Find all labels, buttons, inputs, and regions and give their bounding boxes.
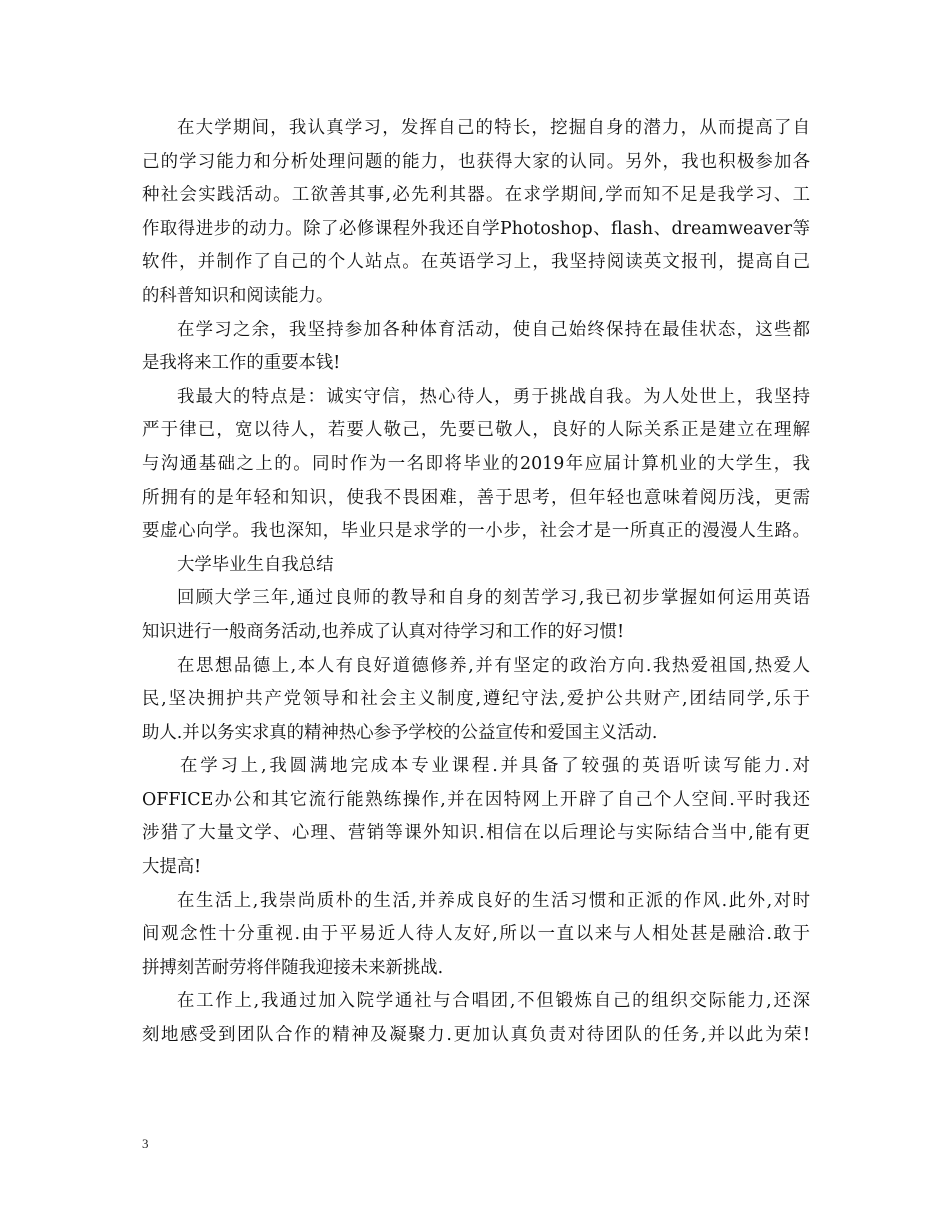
text-line: 在思想品德上,本人有良好道德修养,并有坚定的政治方向.我热爱祖国,热爱人 (177, 655, 810, 676)
text-line: 种社会实践活动。工欲善其事,必先利其器。在求学期间,学而知不足是我学习、工 (142, 185, 810, 206)
text-line: 要虚心向学。我也深知，毕业只是求学的一小步，社会才是一所真正的漫漫人生路。 (142, 521, 810, 542)
text-line: OFFICE办公和其它流行能熟练操作,并在因特网上开辟了自己个人空间.平时我还 (142, 789, 810, 810)
text-line: 与沟通基础之上的。同时作为一名即将毕业的2019年应届计算机业的大学生，我 (142, 453, 810, 474)
text-line: 我最大的特点是：诚实守信，热心待人，勇于挑战自我。为人处世上，我坚持 (177, 386, 810, 407)
text-line: 的科普知识和阅读能力。 (142, 285, 334, 306)
body-text (142, 112, 810, 1053)
text-line: 在学习上,我圆满地完成本专业课程.并具备了较强的英语听读写能力.对 (180, 756, 810, 777)
text-line: 民,坚决拥护共产党领导和社会主义制度,遵纪守法,爱护公共财产,团结同学,乐于 (142, 689, 810, 710)
text-line: 在学习之余，我坚持参加各种体育活动，使自己始终保持在最佳状态，这些都 (177, 319, 810, 340)
text-line: 在工作上,我通过加入院学通社与合唱团,不但锻炼自己的组织交际能力,还深 (177, 991, 810, 1012)
text-line: 软件，并制作了自己的个人站点。在英语学习上，我坚持阅读英文报刊，提高自己 (142, 252, 810, 273)
text-line: 涉猎了大量文学、心理、营销等课外知识.相信在以后理论与实际结合当中,能有更 (142, 823, 810, 844)
section-heading: 大学毕业生自我总结 (177, 554, 334, 575)
text-line: 己的学习能力和分析处理问题的能力，也获得大家的认同。另外，我也积极参加各 (142, 151, 810, 172)
text-line: 是我将来工作的重要本钱! (142, 353, 341, 374)
text-line: 助人.并以务实求真的精神热心参予学校的公益宣传和爱国主义活动. (142, 722, 658, 743)
text-line: 在大学期间，我认真学习，发挥自己的特长，挖掘自身的潜力，从而提高了自 (177, 118, 810, 138)
text-line: 大提高! (142, 857, 202, 878)
text-line: 拼搏刻苦耐劳将伴随我迎接未来新挑战. (142, 957, 444, 978)
text-line: 作取得进步的动力。除了必修课程外我还自学Photoshop、flash、dreamweaver等 (142, 218, 810, 239)
text-line: 刻地感受到团队合作的精神及凝聚力.更加认真负责对待团队的任务,并以此为荣! (142, 1025, 810, 1046)
page-number: 3 (142, 1136, 149, 1151)
text-line: 所拥有的是年轻和知识，使我不畏困难，善于思考，但年轻也意味着阅历浅，更需 (142, 487, 810, 508)
text-line: 间观念性十分重视.由于平易近人待人友好,所以一直以来与人相处甚是融洽.敢于 (142, 924, 810, 945)
text-line: 知识进行一般商务活动,也养成了认真对待学习和工作的好习惯! (142, 621, 625, 642)
text-line: 回顾大学三年,通过良师的教导和自身的刻苦学习,我已初步掌握如何运用英语 (177, 588, 810, 609)
text-line: 严于律已，宽以待人，若要人敬己，先要已敬人，良好的人际关系正是建立在理解 (142, 420, 810, 441)
text-line: 在生活上,我崇尚质朴的生活,并养成良好的生活习惯和正派的作风.此外,对时 (177, 890, 810, 911)
